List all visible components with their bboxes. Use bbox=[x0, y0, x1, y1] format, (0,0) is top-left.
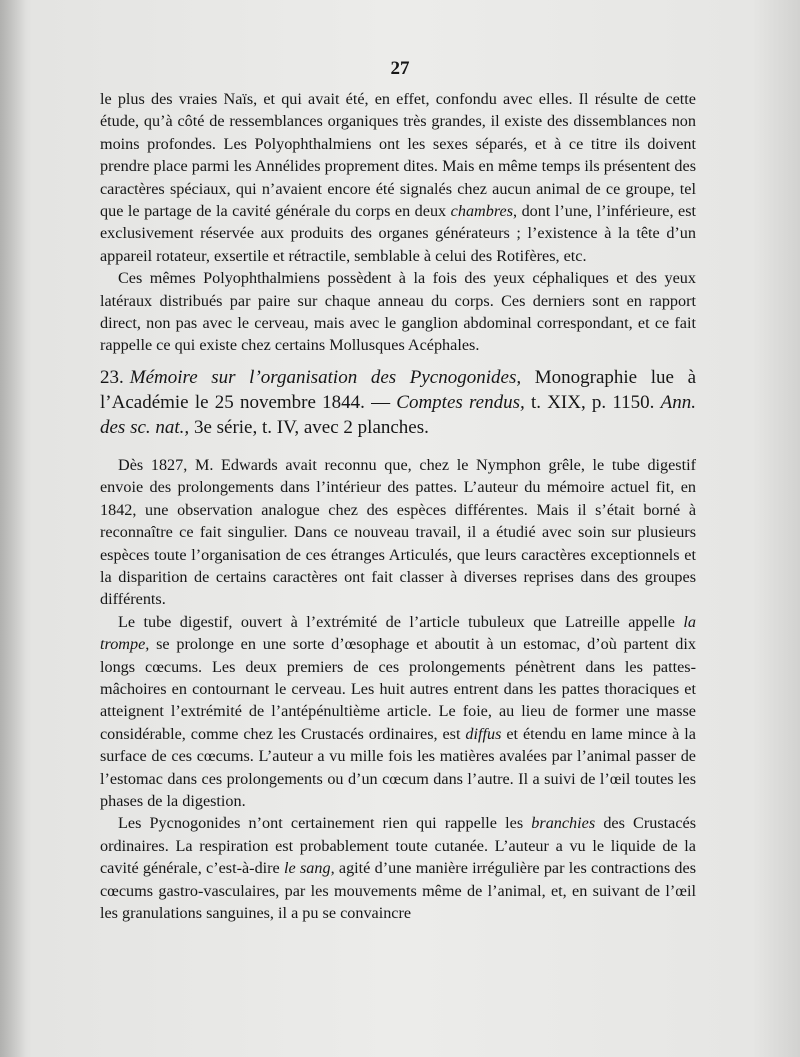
section-ref-rest: t. XIX, p. 1150. bbox=[524, 391, 661, 413]
section-title: Mémoire sur l’organisation des Pycnogonides, bbox=[129, 366, 522, 388]
para4-italic-1: la trompe, bbox=[100, 612, 697, 654]
section-title-rest: Monographie lue à l’Académie le 25 novembre 1844. — bbox=[100, 366, 696, 413]
paragraph-1 bbox=[100, 88, 696, 267]
para2-text: Ces mêmes Polyophthalmiens possèdent à la fois des yeux céphaliques et des yeux latéraux distribués par paire sur chaque anneau du corps. Ces derniers sont en rapport direct, non pas avec le cerveau, mais avec le ganglion abdominal correspondant, et ce fait rappelle ce qui existe chez certains Mollusques Acéphales. bbox=[100, 269, 696, 355]
page-gutter-shadow bbox=[0, 0, 26, 1057]
section-ann: Ann. des sc. nat., bbox=[100, 391, 696, 438]
paragraph-4 bbox=[100, 611, 696, 813]
para1-italic: chambres bbox=[450, 202, 514, 221]
para3-text: Dès 1827, M. Edwards avait reconnu que, chez le Nymphon grêle, le tube digestif envoie des prolongements dans l’intérieur des pattes. L’auteur du mémoire actuel fit, en 1842, une observation analogue chez des espèces différentes. Mais il s’était borné à reconnaître ce fait singulier. Dans ce nouveau travail, il a étudié avec soin sur plusieurs espèces toute l’organisation de ces étranges Articulés, que leurs caractères exceptionnels et la disparition de certains caractères ont fait classer à diverses reprises dans des groupes différents. bbox=[100, 455, 696, 609]
para1-end: , dont l’une, l’inférieure, est exclusivement réservée aux produits des organes générateurs ; l’existence à la tête d’un appareil rotateur, exsertile et rétractile, semblable à celui des Rotifères, etc. bbox=[100, 202, 696, 265]
para4-c: et étendu en lame mince à la surface de ces cœcums. L’auteur a vu mille fois les matières avalées par l’animal passer de l’estomac dans ces prolongements ou d’un cœcum dans l’autre. Il a suivi de l’œil toutes les phases de la digestion. bbox=[100, 724, 696, 810]
page-number: 27 bbox=[390, 58, 410, 79]
paragraph-3 bbox=[100, 454, 696, 611]
paragraph-2 bbox=[100, 267, 696, 357]
section-heading bbox=[100, 365, 696, 440]
para5-italic-1: branchies bbox=[531, 814, 596, 833]
section-ref: Comptes rendus, bbox=[396, 391, 525, 413]
para4-b: se prolonge en une sorte d’œsophage et aboutit à un estomac, d’où partent dix longs cœcums. Les deux premiers de ces prolongements pénètrent dans les pattes-mâchoires en contournant le cerveau. Les huit autres entrent dans les pattes thoraciques et atteignent l’extrémité de l’antépénultième article. Le foie, au lieu de former une masse considérable, comme chez les Crustacés ordinaires, est bbox=[100, 635, 696, 743]
paragraph-5 bbox=[100, 812, 696, 924]
para1-text: le plus des vraies Naïs, et qui avait été, en effet, confondu avec elles. Il résulte de cette étude, qu’à côté de ressemblances organiques très grandes, il existe des dissemblances non moins profondes. Les Polyophthalmiens ont les sexes séparés, et à ce titre ils doivent prendre place parmi les Annélides proprement dites. Mais en même temps ils présentent des caractères spéciaux, qui n’avaient encore été signalés chez aucun animal de ce groupe, tel que le partage de la cavité générale du corps en deux bbox=[100, 90, 696, 221]
para5-c: agité d’une manière irrégulière par les contractions des cœcums gastro-vasculaires, par les mouvements même de l’animal, et, en suivant de l’œil les granulations sanguines, il a pu se convaincre bbox=[100, 859, 697, 922]
para5-a: Les Pycnogonides n’ont certainement rien qui rappelle les bbox=[118, 814, 524, 833]
section-number: 23. bbox=[100, 366, 124, 388]
para5-italic-2: le sang, bbox=[284, 859, 335, 878]
para4-italic-2: diffus bbox=[465, 724, 502, 743]
para5-b: des Crustacés ordinaires. La respiration est probablement toute cutanée. L’auteur a vu le liquide de la cavité générale, c’est-à-dire bbox=[100, 814, 696, 878]
body-text bbox=[100, 88, 696, 924]
para4-a: Le tube digestif, ouvert à l’extrémité de l’article tubuleux que Latreille appelle bbox=[118, 612, 675, 631]
section-ann-rest: 3e série, t. IV, avec 2 planches. bbox=[189, 416, 429, 438]
